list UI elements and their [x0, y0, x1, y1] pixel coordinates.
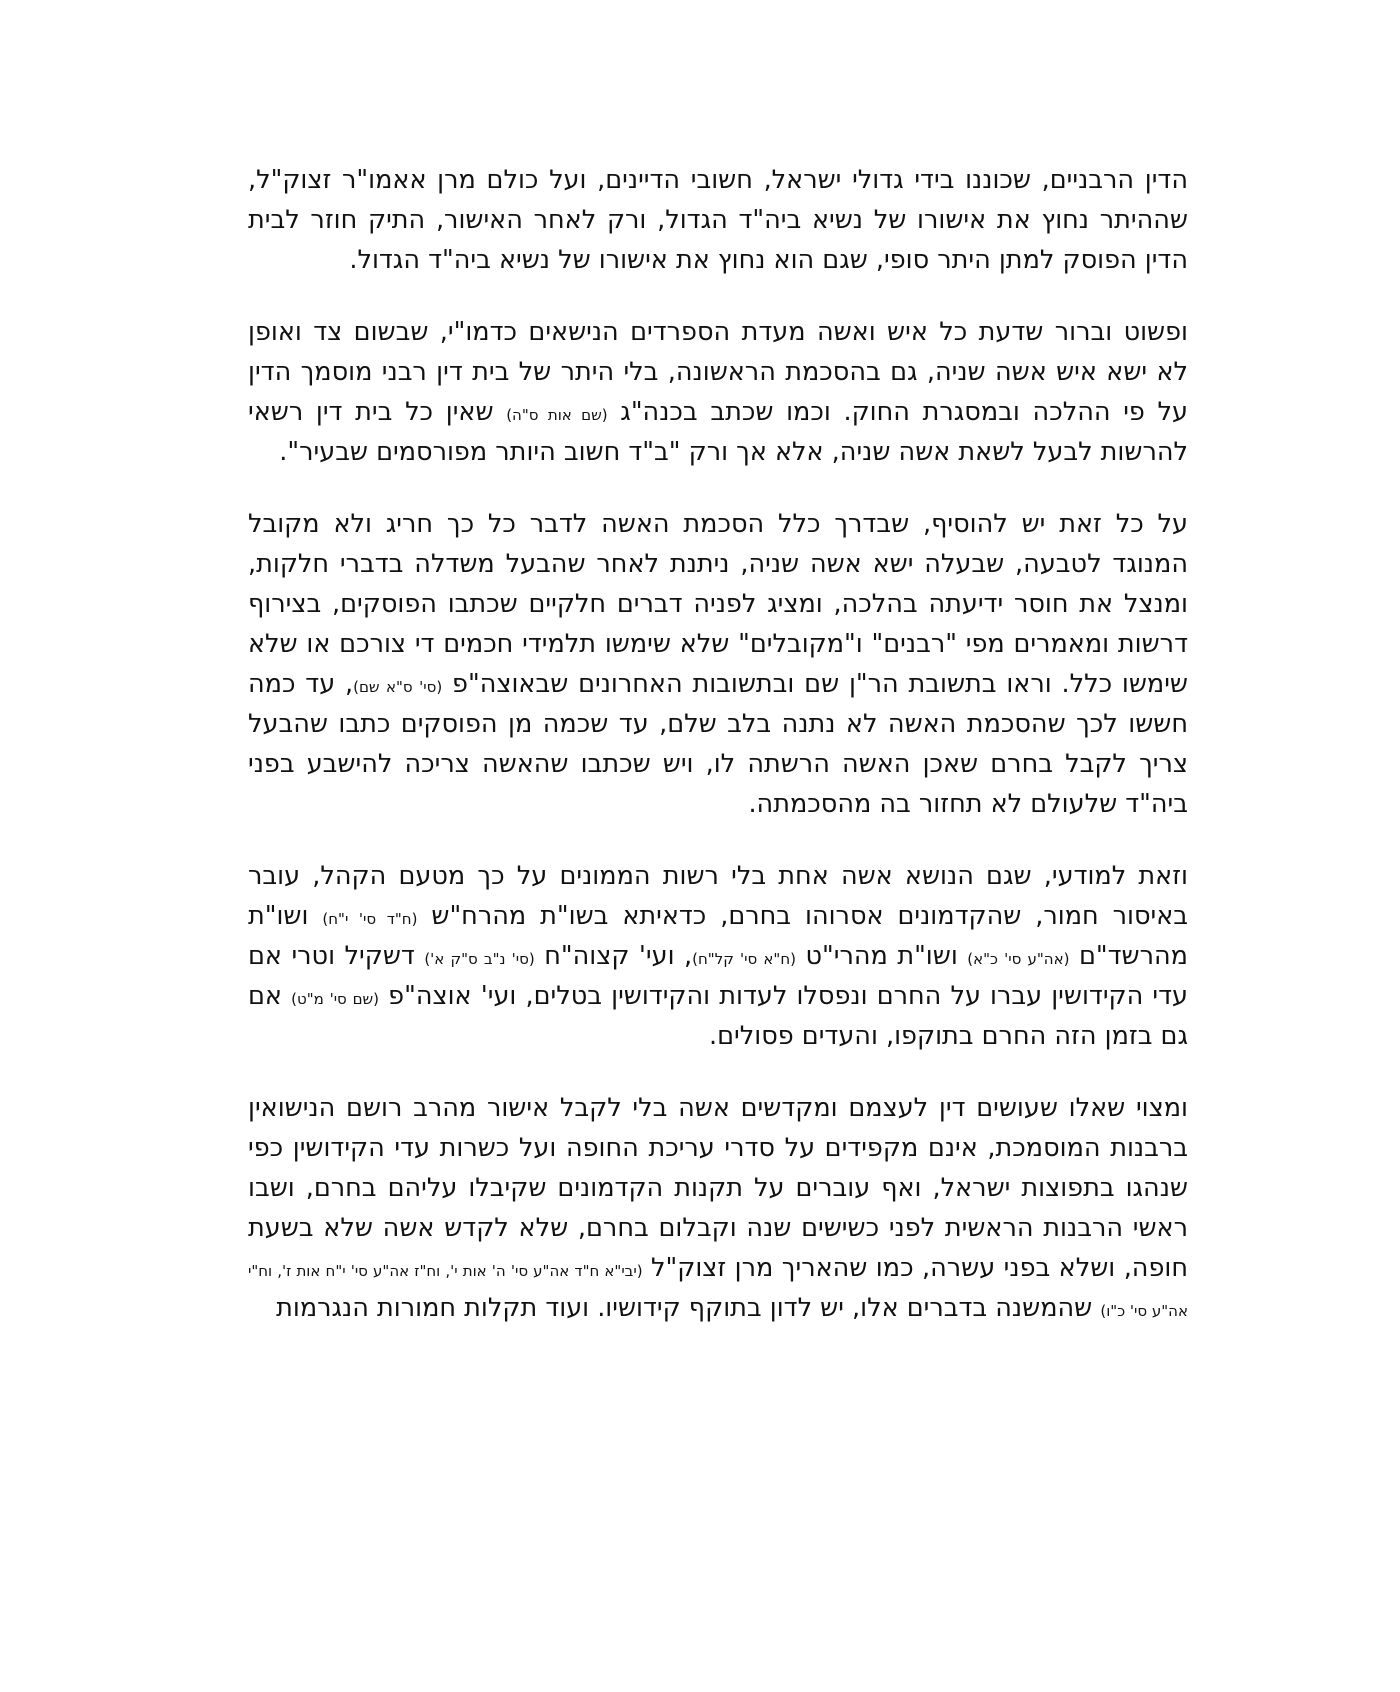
paragraph-text: שאין כל בית דין רשאי להרשות לבעל לשאת אשה שניה, אלא אך ורק "ב"ד חשוב היותר מפורסמים שבעיר". — [248, 397, 1188, 467]
source-citation: (סי' ס"א שם) — [353, 678, 443, 696]
paragraph-text: ומצוי שאלו שעושים דין לעצמם ומקדשים אשה בלי לקבל אישור מהרב רושם הנישואין ברבנות המוסמכת, אינם מקפידים על סדרי עריכת החופה ועל כשרות עדי הקידושין כפי שנהגו בתפוצות ישראל, ואף עוברים על תקנות הקדמונים שקיבלו עליהם בחרם, ושבו ראשי הרבנות הראשית לפני כשישים שנה וקבלום בחרם, שלא לקדש אשה שלא בשעת חופה, ושלא בפני עשרה, כמו שהאריך מרן זצוק"ל — [248, 1093, 1188, 1283]
body-paragraph — [248, 160, 1188, 280]
source-citation: (שם אות ס"ה) — [506, 406, 608, 424]
source-citation: (שם סי' מ"ט) — [291, 990, 380, 1008]
body-paragraph — [248, 856, 1188, 1056]
paragraph-text: שהמשנה בדברים אלו, יש לדון בתוקף קידושיו. ועוד תקלות חמורות הנגרמות — [276, 1293, 1101, 1323]
paragraph-text: ופשוט וברור שדעת כל איש ואשה מעדת הספרדים הנישאים כדמו"י, שבשום צד ואופן לא ישא איש אשה שניה, גם בהסכמת הראשונה, בלי היתר של בית דין רבני מוסמך הדין על פי ההלכה ובמסגרת החוק. וכמו שכתב בכנה"ג — [248, 317, 1188, 427]
paragraph-text: , עד כמה חששו לכך שהסכמת האשה לא נתנה בלב שלם, עד שכמה מן הפוסקים כתבו שהבעל צריך לקבל בחרם שאכן האשה הרשתה לו, ויש שכתבו שהאשה צריכה להישבע בפני ביה"ד שלעולם לא תחזור בה מהסכמתה. — [248, 669, 1188, 819]
source-citation: (אה"ע סי' כ"א) — [967, 950, 1070, 968]
paragraph-text: על כל זאת יש להוסיף, שבדרך כלל הסכמת האשה לדבר כל כך חריג ולא מקובל המנוגד לטבעה, שבעלה ישא אשה שניה, ניתנת לאחר שהבעל משדלה בדברי חלקות, ומנצל את חוסר ידיעתה בהלכה, ומציג לפניה דברים חלקיים שכתבו הפוסקים, בצירוף דרשות ומאמרים מפי "רבנים" ו"מקובלים" שלא שימשו תלמידי חכמים די צורכם או שלא שימשו כלל. וראו בתשובת הר"ן שם ובתשובות האחרונים שבאוצה"פ — [248, 509, 1188, 699]
paragraph-text: , ועי' קצוה"ח — [534, 941, 693, 971]
paragraph-text: וזאת למודעי, שגם הנושא אשה אחת בלי רשות הממונים על כך מטעם הקהל, עובר באיסור חמור, שהקדמונים אסרוהו בחרם, כדאיתא בשו"ת מהרח"ש — [248, 861, 1188, 931]
source-citation: (יבי"א ח"ד אה"ע סי' ה' אות י', וח"ז אה"ע סי' י"ח אות ז', וח"י אה"ע סי' כ"ו) — [248, 1262, 1188, 1320]
paragraph-text: ושו"ת מהרשד"ם — [248, 901, 1188, 971]
source-citation: (סי' נ"ב ס"ק א') — [424, 950, 535, 968]
paragraph-text: אם גם בזמן הזה החרם בתוקפו, והעדים פסולים. — [248, 981, 1188, 1051]
source-citation: (ח"ד סי' י"ח) — [322, 910, 418, 928]
body-paragraph — [248, 1088, 1188, 1328]
body-paragraph — [248, 312, 1188, 472]
document-page — [248, 160, 1188, 1328]
body-paragraph — [248, 504, 1188, 824]
source-citation: (ח"א סי' קל"ח) — [692, 950, 796, 968]
paragraph-text: ושו"ת מהרי"ט — [795, 941, 968, 971]
paragraph-text: הדין הרבניים, שכוננו בידי גדולי ישראל, חשובי הדיינים, ועל כולם מרן אאמו"ר זצוק"ל, שההיתר נחוץ את אישורו של נשיא ביה"ד הגדול, ורק לאחר האישור, התיק חוזר לבית הדין הפוסק למתן היתר סופי, שגם הוא נחוץ את אישורו של נשיא ביה"ד הגדול. — [248, 165, 1188, 275]
paragraph-text: דשקיל וטרי אם עדי הקידושין עברו על החרם ונפסלו לעדות והקידושין בטלים, ועי' אוצה"פ — [248, 941, 1188, 1011]
